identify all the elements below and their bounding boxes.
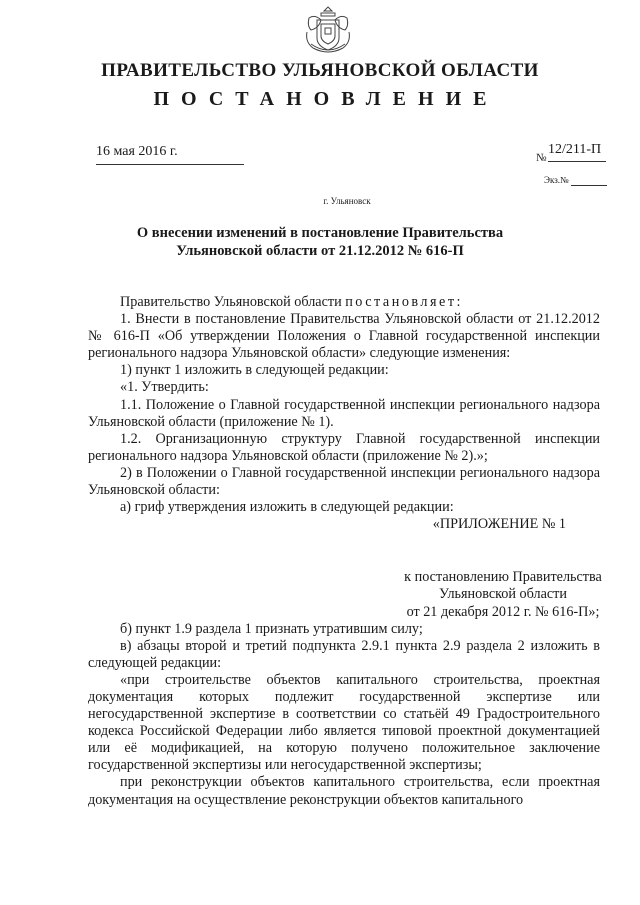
- attachment-heading: «ПРИЛОЖЕНИЕ № 1: [432, 516, 566, 533]
- intro-paragraph: [88, 294, 600, 311]
- decree-title: [0, 224, 640, 260]
- attachment-line-3: от 21 декабря 2012 г. № 616-П»;: [406, 603, 600, 620]
- city: г. Ульяновск: [323, 196, 371, 206]
- paragraph-8: б) пункт 1.9 раздела 1 признать утратившим силу;: [120, 620, 423, 637]
- copy-line: [571, 185, 607, 186]
- attachment-line-1: к постановлению Правительства: [404, 569, 602, 586]
- paragraph-11: при реконструкции объектов капитального строительства, если проектная документация на осуществление реконструкции объектов капитального: [88, 774, 600, 808]
- attachment-stamp: [398, 569, 608, 620]
- coat-of-arms-icon: [303, 4, 353, 58]
- intro-spaced: постановляет:: [345, 294, 463, 310]
- paragraph-5: 1.2. Организационную структуру Главной государственной инспекции регионального надзора Ульяновской области (приложение № 2).»;: [88, 430, 600, 464]
- paragraph-10: «при строительстве объектов капитального строительства, проектная документация которых подлежит государственной экспертизе или негосударственной экспертизе в соответствии со статьёй 49 Градостроительного кодекса Российской Федерации либо является типовой проектной документацией или её модификацией, на которую получено положительное заключение государственной экспертизы или негосударственной экспертизы;: [88, 671, 600, 774]
- copy-label: Экз.№: [544, 175, 569, 185]
- decree-body: [88, 294, 600, 809]
- decree-number: 12/211-П: [548, 142, 606, 162]
- paragraph-2: 1) пункт 1 изложить в следующей редакции:: [120, 362, 389, 379]
- intro-prefix: Правительство Ульяновской области: [120, 294, 346, 310]
- attachment-line-2: Ульяновской области: [439, 586, 567, 603]
- paragraph-4: 1.1. Положение о Главной государственной инспекции регионального надзора Ульяновской области (приложение № 1).: [88, 396, 600, 430]
- paragraph-3: «1. Утвердить:: [120, 379, 209, 396]
- paragraph-1: 1. Внести в постановление Правительства Ульяновской области от 21.12.2012 № 616-П «Об утверждении Положения о Главной государственной инспекции регионального надзора Ульяновской области» следующие изменения:: [88, 311, 600, 362]
- title-line-2: Ульяновской области от 21.12.2012 № 616-П: [176, 243, 464, 259]
- paragraph-6: 2) в Положении о Главной государственной инспекции регионального надзора Ульяновской области:: [88, 464, 600, 499]
- number-sign: №: [536, 152, 547, 164]
- government-name: ПРАВИТЕЛЬСТВО УЛЬЯНОВСКОЙ ОБЛАСТИ: [101, 60, 539, 81]
- document-type: ПОСТАНОВЛЕНИЕ: [153, 88, 499, 110]
- decree-date: 16 мая 2016 г.: [96, 144, 244, 165]
- paragraph-7: а) гриф утверждения изложить в следующей редакции:: [120, 499, 454, 516]
- title-line-1: О внесении изменений в постановление Правительства: [136, 225, 504, 241]
- paragraph-9: в) абзацы второй и третий подпункта 2.9.1 пункта 2.9 раздела 2 изложить в следующей редакции:: [88, 637, 600, 671]
